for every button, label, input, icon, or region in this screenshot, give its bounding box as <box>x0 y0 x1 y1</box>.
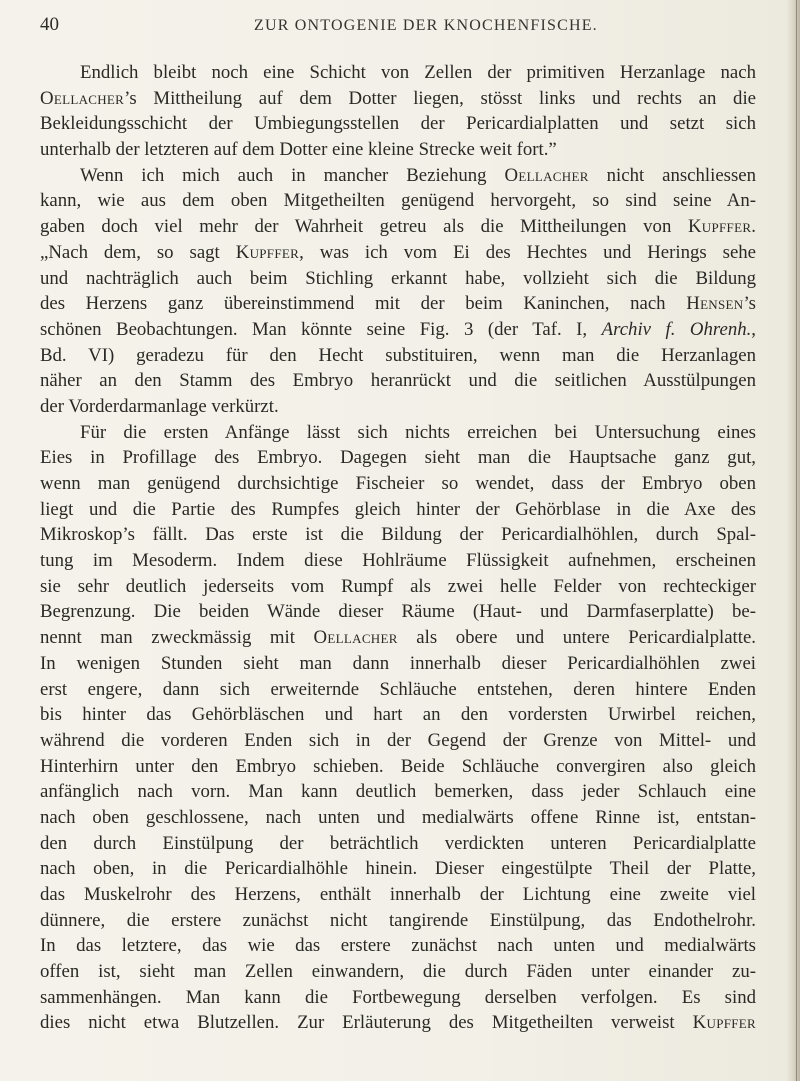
text-segment: Mikroskop’s fällt. Das erste ist die Bildung der Pericardialhöhlen, durch Spal- <box>40 524 756 546</box>
text-line <box>40 240 756 266</box>
text-segment: Wenn ich mich auch in mancher Beziehung <box>80 164 505 186</box>
text-segment: dies nicht etwa Blutzellen. Zur Erläuterung des Mitgetheilten verweist <box>40 1012 693 1034</box>
author-name: Kupffer <box>692 1012 756 1034</box>
text-segment: Begrenzung. Die beiden Wände dieser Räume (Haut- und Darmfaserplatte) be- <box>40 601 756 623</box>
text-segment: Bd. VI) geradezu für den Hecht substituiren, wenn man die Herzanlagen <box>40 344 756 366</box>
text-segment: In das letztere, das wie das erstere zunächst nach unten und medialwärts <box>40 935 756 957</box>
text-line <box>40 214 756 240</box>
text-line <box>40 60 756 86</box>
text-line <box>40 111 756 137</box>
text-segment: nicht anschliessen <box>588 164 756 186</box>
text-segment: Eies in Profillage des Embryo. Dagegen sieht man die Hauptsache ganz gut, <box>40 447 756 469</box>
text-line <box>40 1010 756 1036</box>
text-line <box>40 779 756 805</box>
text-line <box>40 728 756 754</box>
text-line <box>40 266 756 292</box>
text-segment: liegt und die Partie des Rumpfes gleich hinter der Gehörblase in die Axe des <box>40 498 756 520</box>
text-line <box>40 908 756 934</box>
text-segment: unterhalb der letzteren auf dem Dotter eine kleine Strecke weit fort.” <box>40 139 557 161</box>
text-segment: näher an den Stamm des Embryo heranrückt und die seitlichen Ausstülpungen <box>40 370 756 392</box>
text-line <box>40 291 756 317</box>
author-name: Kupffer <box>687 216 752 238</box>
text-line <box>40 651 756 677</box>
text-line <box>40 188 756 214</box>
text-line <box>40 625 756 651</box>
text-line <box>40 985 756 1011</box>
text-segment: Endlich bleibt noch eine Schicht von Zellen der primitiven Herzanlage nach <box>80 62 756 83</box>
text-line <box>40 882 756 908</box>
text-segment: nach oben, in die Pericardialhöhle hinein. Dieser eingestülpte Theil der Platte, <box>40 858 756 880</box>
citation-title: Archiv f. Ohrenh. <box>601 318 752 340</box>
body-text <box>40 60 756 1036</box>
text-line <box>40 445 756 471</box>
text-segment: Bekleidungsschicht der Umbiegungsstellen der Pericardialplatten und setzt sich <box>40 113 756 135</box>
text-segment: In wenigen Stunden sieht man dann innerhalb dieser Pericardialhöhlen zwei <box>40 652 756 674</box>
text-line <box>40 574 756 600</box>
text-line <box>40 754 756 780</box>
text-segment: den durch Einstülpung der beträchtlich verdickten unteren Pericardialplatte <box>40 832 756 854</box>
author-name: Oellacher <box>504 164 589 186</box>
text-segment: nennt man zweckmässig mit <box>40 627 314 649</box>
text-line <box>40 317 756 343</box>
text-segment: , <box>751 318 756 340</box>
text-segment: gaben doch viel mehr der Wahrheit getreu als die Mittheilungen von <box>40 216 688 238</box>
text-line <box>40 677 756 703</box>
text-line <box>40 548 756 574</box>
text-segment: „Nach dem, so sagt <box>40 241 236 263</box>
text-line <box>40 522 756 548</box>
text-segment: ’s Mittheilung auf dem Dotter liegen, stösst links und rechts an die <box>124 87 756 109</box>
text-segment: wenn man genügend durchsichtige Fischeier so wendet, dass der Embryo oben <box>40 473 756 494</box>
author-name: Oellacher <box>313 627 398 649</box>
text-segment: anfänglich nach vorn. Man kann deutlich bemerken, dass jeder Schlauch eine <box>40 781 756 803</box>
text-line <box>40 368 756 394</box>
text-line <box>40 343 756 369</box>
text-segment: das Muskelrohr des Herzens, enthält innerhalb der Lichtung eine zweite viel <box>40 884 756 905</box>
text-line <box>40 420 756 446</box>
text-segment: der Vorderdarmanlage verkürzt. <box>40 395 279 417</box>
text-segment: sammenhängen. Man kann die Fortbewegung derselben verfolgen. Es sind <box>40 986 756 1008</box>
text-segment: Für die ersten Anfänge lässt sich nichts erreichen bei Untersuchung eines <box>80 421 756 443</box>
text-segment: bis hinter das Gehörbläschen und hart an den vordersten Urwirbel reichen, <box>40 704 756 726</box>
text-segment: als obere und untere Pericardialplatte. <box>397 627 756 649</box>
text-line <box>40 86 756 112</box>
text-segment: des Herzens ganz übereinstimmend mit der beim Kaninchen, nach <box>40 293 687 315</box>
text-segment: , was ich vom Ei des Hechtes und Herings sehe <box>299 241 756 263</box>
text-segment: kann, wie aus dem oben Mitgetheilten genügend hervorgeht, so sind seine An- <box>40 190 756 212</box>
text-segment: offen ist, sieht man Zellen einwandern, die durch Fäden unter einander zu- <box>40 961 756 983</box>
text-line <box>40 137 756 163</box>
text-line <box>40 702 756 728</box>
text-segment: Hinterhirn unter den Embryo schieben. Beide Schläuche convergiren also gleich <box>40 755 756 777</box>
text-segment: und nachträglich auch beim Stichling erkannt habe, vollzieht sich die Bildung <box>40 267 756 289</box>
author-name: Oellacher <box>40 87 125 109</box>
text-segment: schönen Beobachtungen. Man könnte seine Fig. 3 (der Taf. I, <box>40 318 602 340</box>
text-segment: sie sehr deutlich jederseits vom Rumpf als zwei helle Felder von rechteckiger <box>40 575 756 597</box>
text-line <box>40 497 756 523</box>
page-number: 40 <box>40 14 59 35</box>
text-line <box>40 471 756 497</box>
author-name: Kupffer <box>235 241 300 263</box>
text-line <box>40 163 756 189</box>
text-line <box>40 831 756 857</box>
author-name: Hensen <box>686 293 744 315</box>
text-segment: tung im Mesoderm. Indem diese Hohlräume Flüssigkeit aufnehmen, erscheinen <box>40 550 756 572</box>
text-segment: . <box>751 216 756 238</box>
text-segment: nach oben geschlossene, nach unten und medialwärts offene Rinne ist, entstan- <box>40 806 756 828</box>
text-segment: ’s <box>743 293 756 315</box>
text-segment: dünnere, die erstere zunächst nicht tangirende Einstülpung, das Endothelrohr. <box>40 909 756 931</box>
text-segment: während die vorderen Enden sich in der Gegend der Grenze von Mittel- und <box>40 729 756 751</box>
text-line <box>40 856 756 882</box>
text-line <box>40 933 756 959</box>
text-segment: erst engere, dann sich erweiternde Schläuche entstehen, deren hintere Enden <box>40 678 756 700</box>
text-line <box>40 959 756 985</box>
text-line <box>40 599 756 625</box>
running-title: ZUR ONTOGENIE DER KNOCHENFISCHE. <box>254 17 598 34</box>
text-line <box>40 394 756 420</box>
page-edge-shadow <box>786 0 800 1081</box>
text-line <box>40 805 756 831</box>
